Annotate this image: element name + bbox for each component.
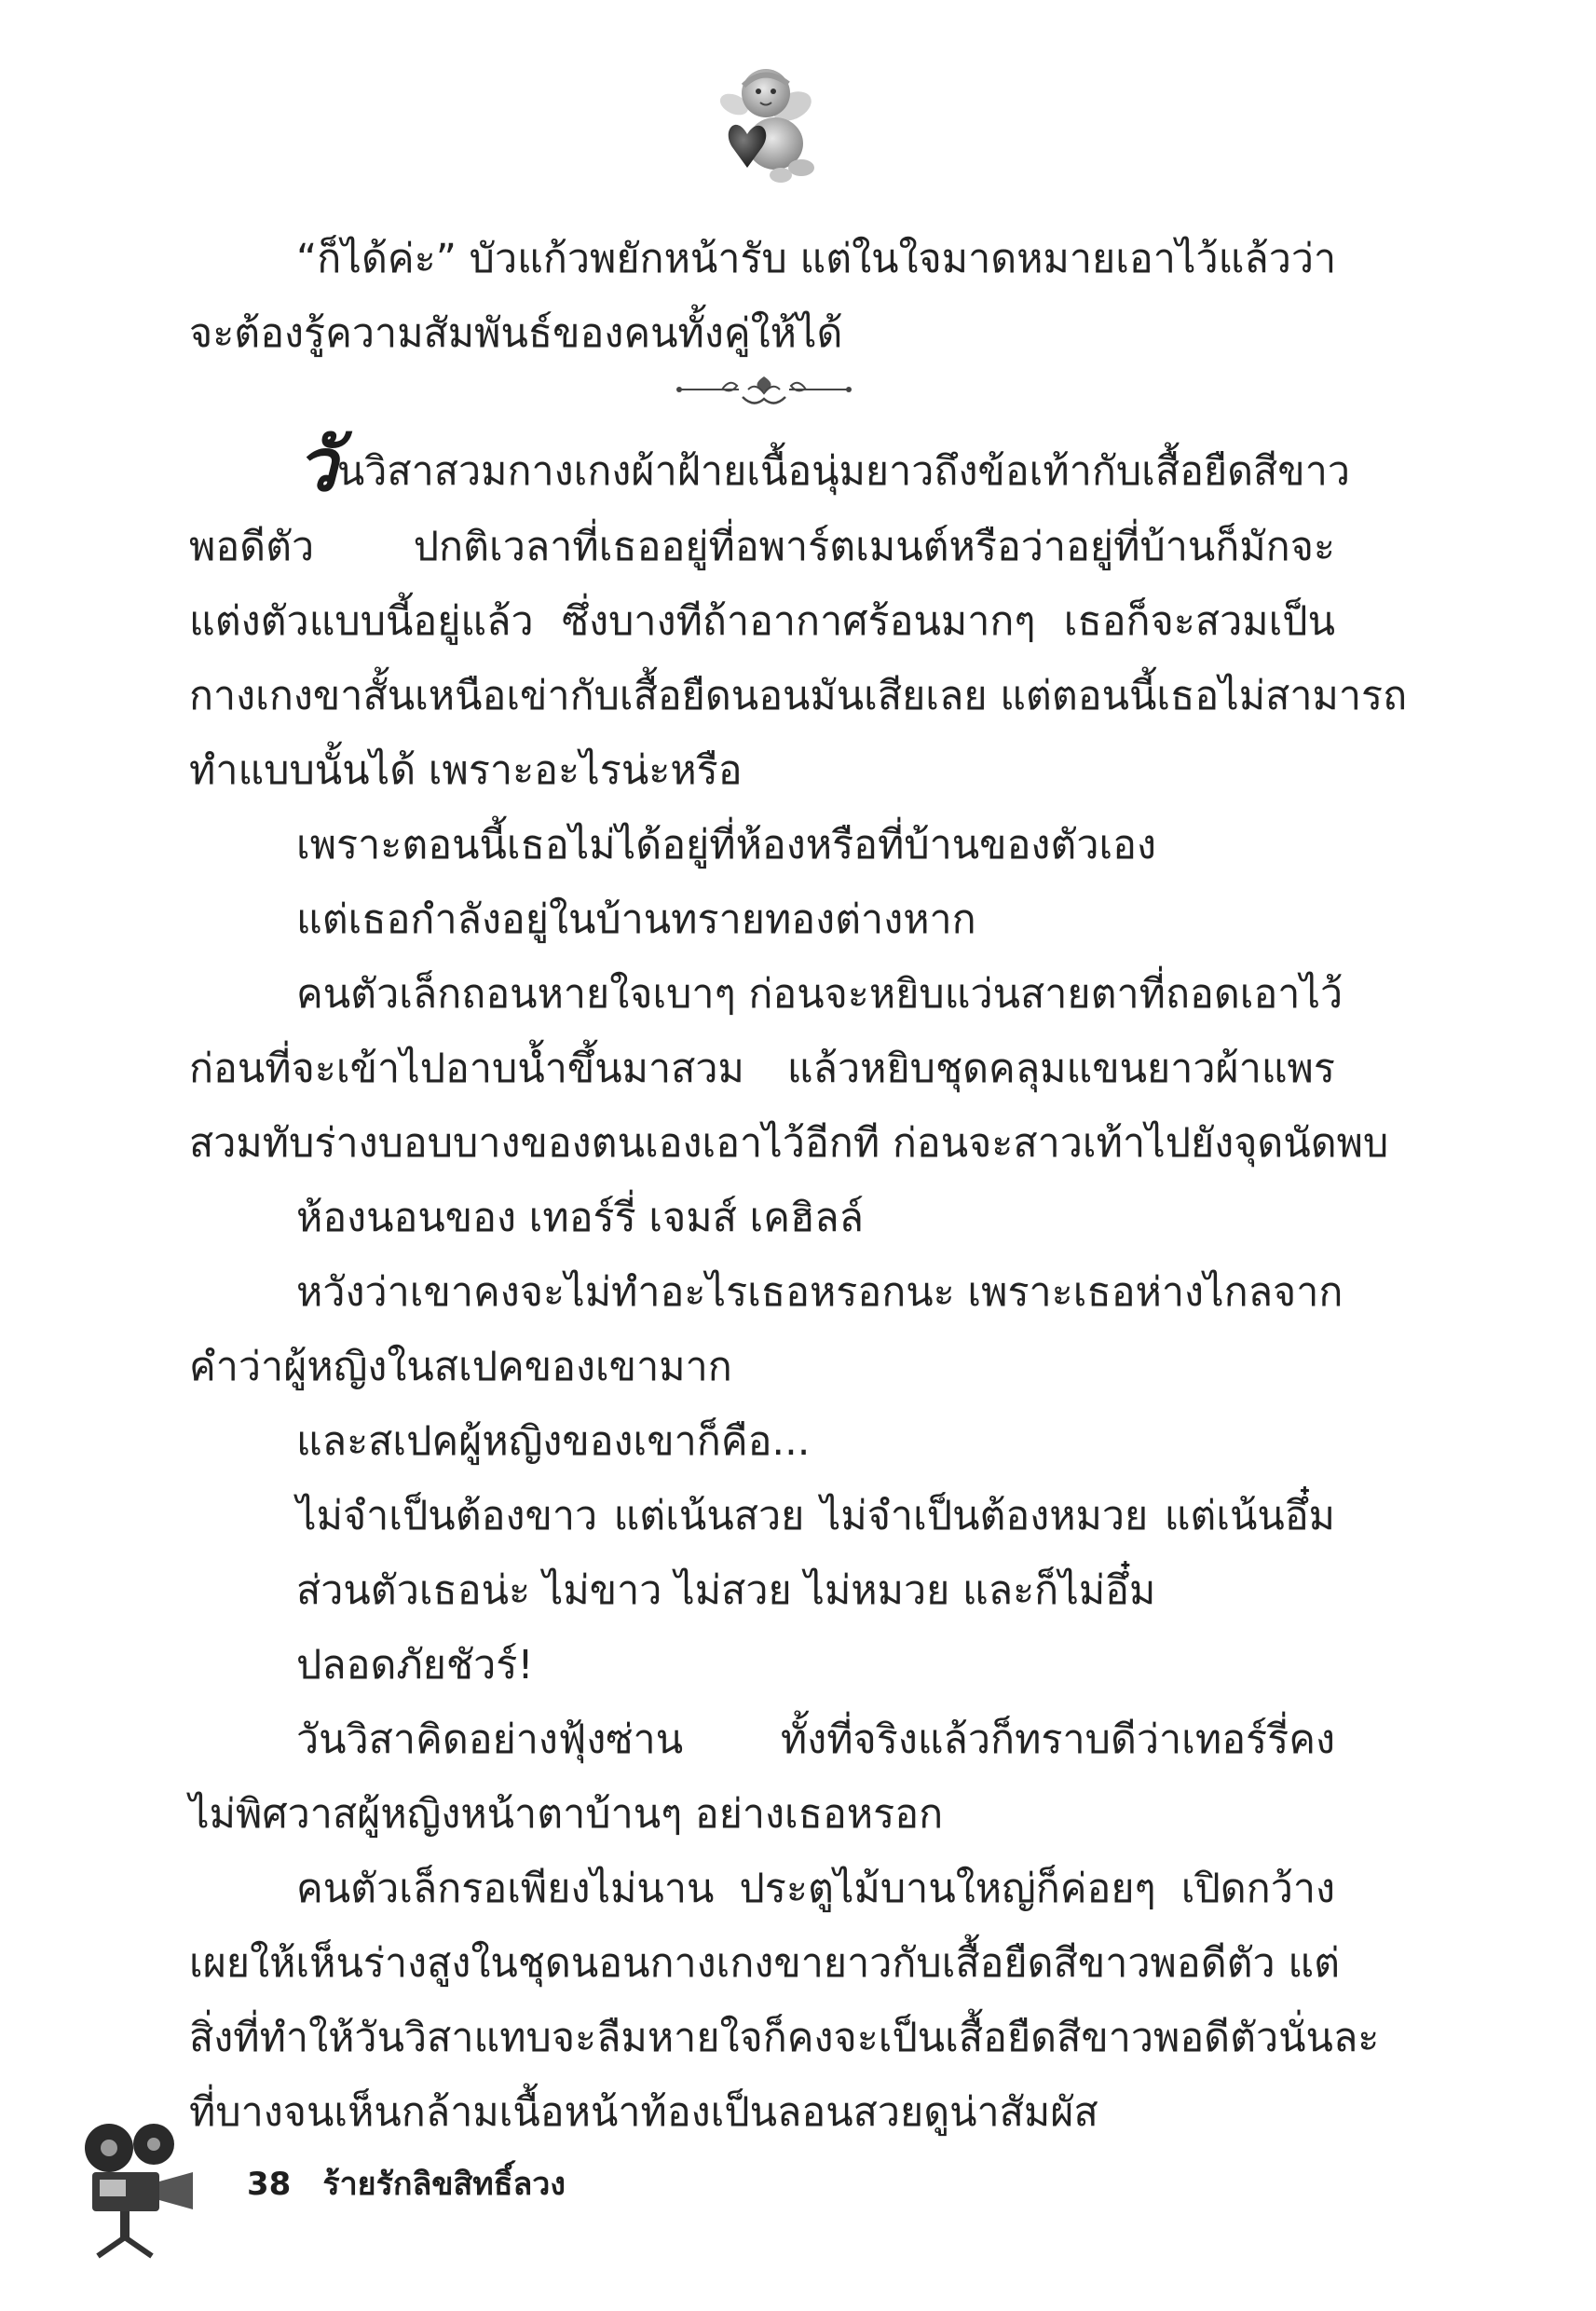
paragraph-line: สวมทับร่างบอบบางของตนเองเอาไว้อีกที ก่อนจะสาวเท้าไปยังจุดนัดพบ — [189, 1120, 1389, 1167]
paragraph-line: และสเปคผู้หญิงของเขาก็คือ... — [296, 1418, 811, 1465]
paragraph-line: ที่บางจนเห็นกล้ามเนื้อหน้าท้องเป็นลอนสวยดูน่าสัมผัส — [189, 2089, 1098, 2136]
paragraph-line: “ก็ได้ค่ะ” บัวแก้วพยักหน้ารับ แต่ในใจมาดหมายเอาไว้แล้วว่า — [296, 236, 1337, 282]
paragraph-line: ส่วนตัวเธอน่ะ ไม่ขาว ไม่สวย ไม่หมวย และก็ไม่อึ๋ม — [296, 1567, 1156, 1614]
paragraph-line: เพราะตอนนี้เธอไม่ได้อยู่ที่ห้องหรือที่บ้านของตัวเอง — [296, 822, 1156, 868]
paragraph-text: นวิสาสวมกางเกงผ้าฝ้ายเนื้อนุ่มยาวถึงข้อเท้ากับเสื้อยืดสีขาว — [336, 448, 1350, 495]
paragraph-line: แต่เธอกำลังอยู่ในบ้านทรายทองต่างหาก — [296, 896, 976, 943]
drop-cap: วั — [296, 423, 337, 508]
paragraph-line: พอดีตัว ปกติเวลาที่เธออยู่ที่อพาร์ตเมนต์หรือว่าอยู่ที่บ้านก็มักจะ — [189, 524, 1335, 570]
paragraph-line: คำว่าผู้หญิงในสเปคของเขามาก — [189, 1344, 732, 1390]
paragraph-line: คนตัวเล็กรอเพียงไม่นาน ประตูไม้บานใหญ่ก็ค่อยๆ เปิดกว้าง — [296, 1866, 1335, 1912]
paragraph-line: ไม่จำเป็นต้องขาว แต่เน้นสวย ไม่จำเป็นต้องหมวย แต่เน้นอึ๋ม — [296, 1493, 1335, 1539]
page-footer — [247, 2160, 566, 2208]
page-number: 38 — [247, 2166, 292, 2203]
paragraph-line: จะต้องรู้ความสัมพันธ์ของคนทั้งคู่ให้ได้ — [189, 310, 843, 357]
film-camera-icon — [79, 2120, 200, 2260]
paragraph-line: ปลอดภัยชัวร์! — [296, 1642, 534, 1689]
paragraph-line: คนตัวเล็กถอนหายใจเบาๆ ก่อนจะหยิบแว่นสายตาที่ถอดเอาไว้ — [296, 971, 1344, 1018]
paragraph-line: ทำแบบนั้นได้ เพราะอะไรน่ะหรือ — [189, 747, 743, 794]
flourish-divider-icon — [675, 371, 853, 410]
paragraph-line: หวังว่าเขาคงจะไม่ทำอะไรเธอหรอกนะ เพราะเธอห่างไกลจาก — [296, 1269, 1344, 1316]
book-title: ร้ายรักลิขสิทธิ์ลวง — [322, 2166, 566, 2203]
paragraph-line: แต่งตัวแบบนี้อยู่แล้ว ซึ่งบางทีถ้าอากาศร้อนมากๆ เธอก็จะสวมเป็น — [189, 598, 1335, 645]
paragraph-line-dropcap — [189, 423, 1350, 508]
cupid-with-heart-icon — [708, 58, 820, 188]
paragraph-line: เผยให้เห็นร่างสูงในชุดนอนกางเกงขายาวกับเสื้อยืดสีขาวพอดีตัว แต่ — [189, 1940, 1341, 1987]
paragraph-line: วันวิสาคิดอย่างฟุ้งซ่าน ทั้งที่จริงแล้วก็ทราบดีว่าเทอร์รี่คง — [296, 1716, 1335, 1763]
paragraph-line: ไม่พิศวาสผู้หญิงหน้าตาบ้านๆ อย่างเธอหรอก — [189, 1791, 944, 1838]
paragraph-line: กางเกงขาสั้นเหนือเข่ากับเสื้อยืดนอนมันเสียเลย แต่ตอนนี้เธอไม่สามารถ — [189, 673, 1408, 719]
paragraph-line: ก่อนที่จะเข้าไปอาบน้ำขึ้นมาสวม แล้วหยิบชุดคลุมแขนยาวผ้าแพร — [189, 1046, 1335, 1092]
paragraph-line: ห้องนอนของ เทอร์รี่ เจมส์ เคฮิลล์ — [296, 1195, 864, 1241]
paragraph-line: สิ่งที่ทำให้วันวิสาแทบจะลืมหายใจก็คงจะเป็นเสื้อยืดสีขาวพอดีตัวนั่นละ — [189, 2015, 1380, 2061]
